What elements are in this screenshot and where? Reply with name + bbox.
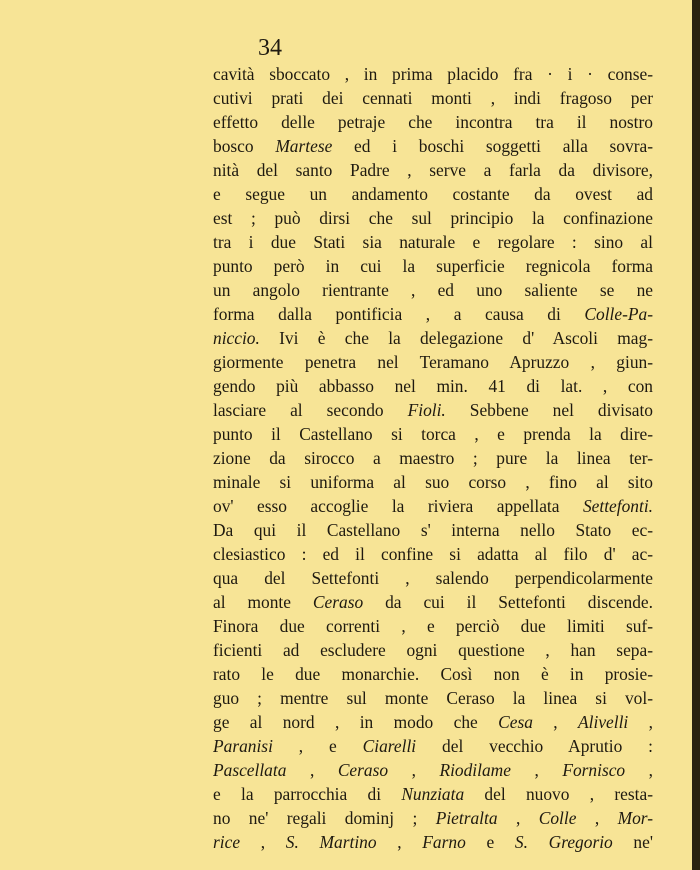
italic-text: Pascellata bbox=[213, 760, 287, 780]
text-line bbox=[213, 758, 653, 782]
text-run: del vecchio Aprutio : bbox=[416, 736, 653, 756]
italic-text: Ceraso bbox=[337, 760, 389, 780]
text-run: da cui il Settefonti discende. bbox=[363, 592, 653, 612]
text-run: forma dalla pontificia , a causa di bbox=[213, 304, 585, 324]
text-run: Da qui il Castellano s' interna nello Stato ec- bbox=[213, 520, 653, 540]
italic-text: Mor- bbox=[617, 808, 653, 828]
text-run: est ; può dirsi che sul principio la confinazione bbox=[213, 208, 653, 228]
text-run: , bbox=[376, 832, 423, 852]
italic-text: rice bbox=[213, 832, 241, 852]
text-run: Finora due correnti , e perciò due limiti suf- bbox=[213, 616, 653, 636]
text-line bbox=[213, 614, 653, 638]
text-run: ge al nord , in modo che bbox=[213, 712, 499, 732]
text-run: ne' bbox=[612, 832, 653, 852]
text-run: , bbox=[532, 712, 579, 732]
text-run: cavità sboccato , in prima placido fra · i · conse- bbox=[213, 64, 653, 84]
text-run: guo ; mentre sul monte Ceraso la linea si vol- bbox=[213, 688, 653, 708]
text-run: Ivi è che la delegazione d' Ascoli mag- bbox=[259, 328, 653, 348]
italic-text: Farno bbox=[422, 832, 466, 852]
text-run: tra i due Stati sia naturale e regolare : sino al bbox=[213, 232, 653, 252]
text-line bbox=[213, 470, 653, 494]
text-run: minale si uniforma al suo corso , fino al sito bbox=[213, 472, 653, 492]
text-line bbox=[213, 206, 653, 230]
italic-text: Ceraso bbox=[312, 592, 364, 612]
text-line bbox=[213, 86, 653, 110]
text-line bbox=[213, 686, 653, 710]
italic-text: Fioli. bbox=[407, 400, 446, 420]
text-line bbox=[213, 158, 653, 182]
text-line bbox=[213, 302, 653, 326]
italic-text: S. Gregorio bbox=[514, 832, 613, 852]
text-line bbox=[213, 542, 653, 566]
text-line bbox=[213, 182, 653, 206]
text-line bbox=[213, 710, 653, 734]
text-run: bosco bbox=[213, 136, 276, 156]
text-line bbox=[213, 398, 653, 422]
italic-text: Nunziata bbox=[401, 784, 465, 804]
italic-text: Ciarelli bbox=[362, 736, 417, 756]
text-run: del nuovo , resta- bbox=[464, 784, 653, 804]
text-line bbox=[213, 110, 653, 134]
page-edge-shadow bbox=[692, 0, 700, 870]
text-run: qua del Settefonti , salendo perpendicolarmente bbox=[213, 568, 653, 588]
text-run: e la parrocchia di bbox=[213, 784, 402, 804]
text-line bbox=[213, 590, 653, 614]
italic-text: Riodilame bbox=[439, 760, 511, 780]
italic-text: niccio. bbox=[213, 328, 260, 348]
text-line bbox=[213, 62, 653, 86]
text-line bbox=[213, 734, 653, 758]
text-run: ed i boschi soggetti alla sovra- bbox=[332, 136, 653, 156]
text-run: , bbox=[576, 808, 618, 828]
text-run: Sebbene nel divisato bbox=[445, 400, 653, 420]
text-line bbox=[213, 662, 653, 686]
text-run: cutivi prati dei cennati monti , indi fragoso per bbox=[213, 88, 653, 108]
italic-text: Pietralta bbox=[435, 808, 498, 828]
text-run: punto però in cui la superficie regnicola forma bbox=[213, 256, 653, 276]
text-run: , bbox=[286, 760, 338, 780]
text-line bbox=[213, 638, 653, 662]
italic-text: Colle bbox=[538, 808, 577, 828]
text-line bbox=[213, 782, 653, 806]
body-text bbox=[213, 62, 653, 854]
text-run: ficienti ad escludere ogni questione , han sepa- bbox=[213, 640, 653, 660]
text-run: , bbox=[240, 832, 286, 852]
text-line bbox=[213, 806, 653, 830]
text-run: rato le due monarchie. Così non è in prosie- bbox=[213, 664, 653, 684]
page-number: 34 bbox=[258, 35, 282, 61]
text-line bbox=[213, 566, 653, 590]
text-run: gendo più abbasso nel min. 41 di lat. , con bbox=[213, 376, 653, 396]
italic-text: Cesa bbox=[498, 712, 533, 732]
text-line bbox=[213, 230, 653, 254]
text-line bbox=[213, 374, 653, 398]
text-line bbox=[213, 422, 653, 446]
text-run: clesiastico : ed il confine si adatta al filo d' ac- bbox=[213, 544, 653, 564]
text-run: ov' esso accoglie la riviera appellata bbox=[213, 496, 583, 516]
italic-text: Colle-Pa- bbox=[584, 304, 653, 324]
text-run: no ne' regali dominj ; bbox=[213, 808, 436, 828]
text-run: punto il Castellano si torca , e prenda la dire- bbox=[213, 424, 653, 444]
text-run: e bbox=[465, 832, 515, 852]
text-run: , bbox=[510, 760, 563, 780]
text-run: giormente penetra nel Teramano Apruzzo , giun- bbox=[213, 352, 653, 372]
text-line bbox=[213, 830, 653, 854]
text-run: , bbox=[388, 760, 440, 780]
text-line bbox=[213, 518, 653, 542]
text-run: , e bbox=[272, 736, 363, 756]
text-run: , bbox=[628, 712, 653, 732]
text-run: e segue un andamento costante da ovest ad bbox=[213, 184, 653, 204]
text-run: al monte bbox=[213, 592, 313, 612]
text-run: effetto delle petraje che incontra tra il nostro bbox=[213, 112, 653, 132]
text-run: zione da sirocco a maestro ; pure la linea ter- bbox=[213, 448, 653, 468]
text-run: un angolo rientrante , ed uno saliente se ne bbox=[213, 280, 653, 300]
text-run: , bbox=[625, 760, 653, 780]
text-line bbox=[213, 278, 653, 302]
text-line bbox=[213, 446, 653, 470]
text-line bbox=[213, 350, 653, 374]
italic-text: Fornisco bbox=[562, 760, 626, 780]
text-run: nità del santo Padre , serve a farla da divisore, bbox=[213, 160, 653, 180]
text-run: , bbox=[497, 808, 539, 828]
italic-text: Alivelli bbox=[578, 712, 629, 732]
italic-text: Paranisi bbox=[213, 736, 273, 756]
text-line bbox=[213, 494, 653, 518]
text-line bbox=[213, 134, 653, 158]
italic-text: Martese bbox=[275, 136, 333, 156]
italic-text: Settefonti. bbox=[582, 496, 653, 516]
text-line bbox=[213, 254, 653, 278]
text-line bbox=[213, 326, 653, 350]
italic-text: S. Martino bbox=[285, 832, 377, 852]
text-run: lasciare al secondo bbox=[213, 400, 408, 420]
